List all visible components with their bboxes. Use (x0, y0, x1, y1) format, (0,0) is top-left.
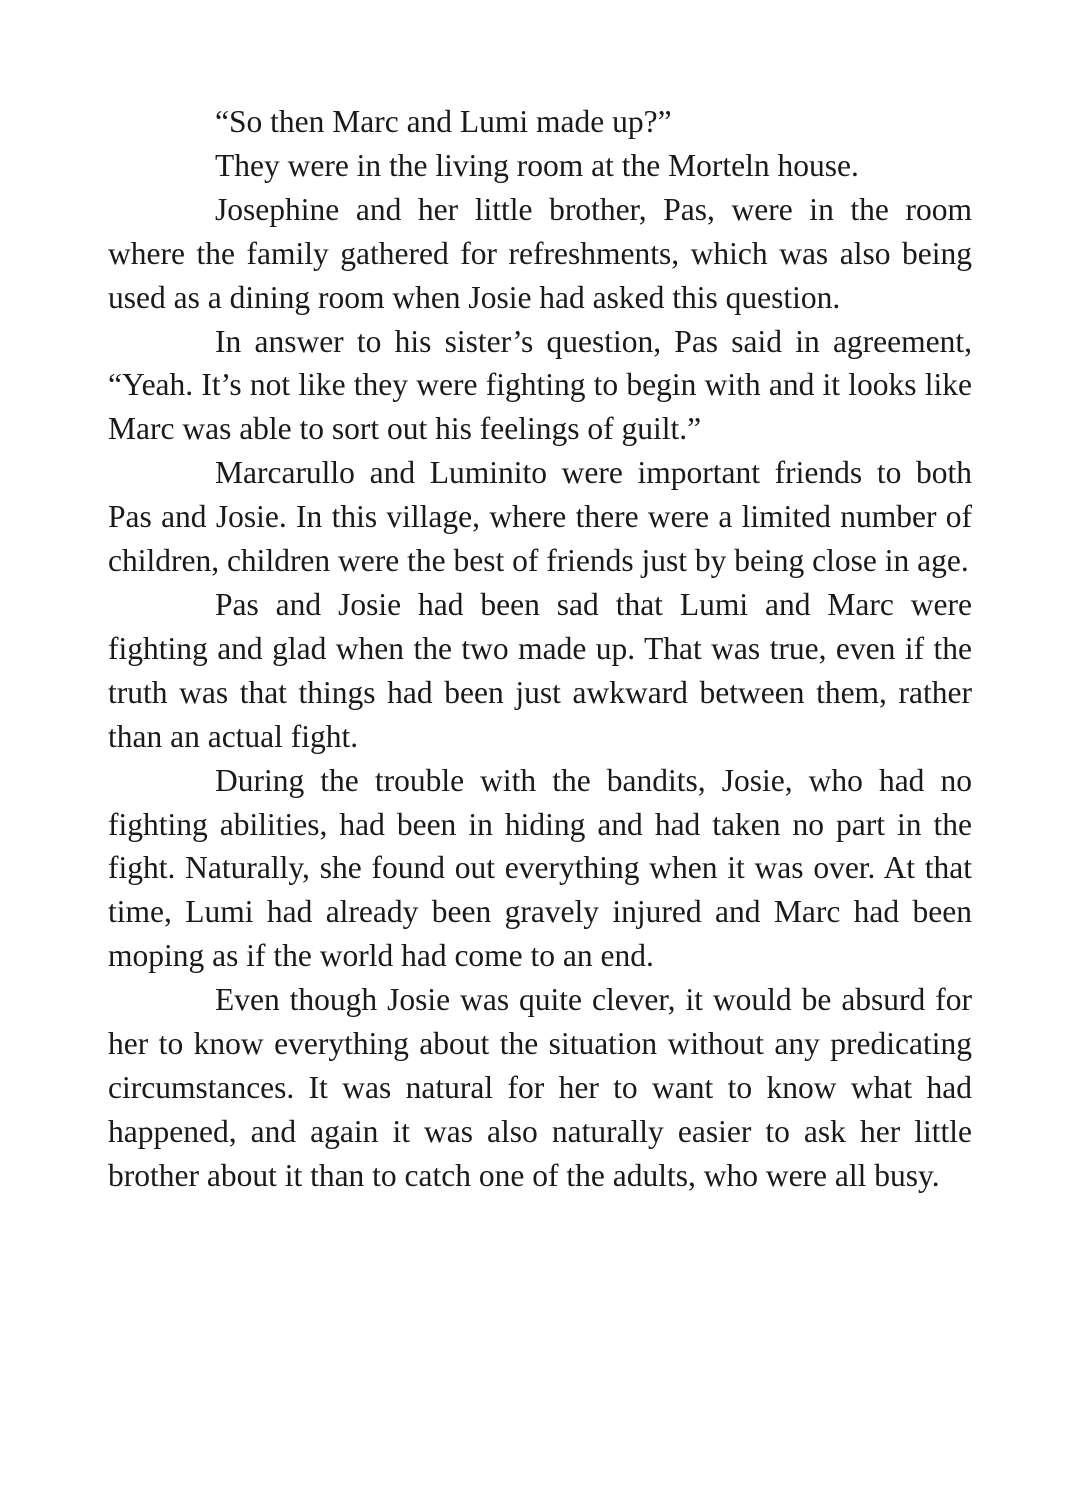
paragraph: Pas and Josie had been sad that Lumi and Marc were fighting and glad when the two made up. That was true, even if the truth was that things had been just awkward between them, rather than an actual fight. (108, 586, 972, 754)
paragraph: In answer to his sister’s question, Pas said in agreement, “Yeah. It’s not like they were fighting to begin with and it looks like Marc was able to sort out his feelings of guilt.” (108, 323, 972, 447)
paragraph: During the trouble with the bandits, Josie, who had no fighting abilities, had been in hiding and had taken no part in the fight. Naturally, she found out everything when it was over. At that time, Lumi had already been gravely injured and Marc had been moping as if the world had come to an end. (108, 762, 972, 974)
paragraph: Josephine and her little brother, Pas, were in the room where the family gathered for refreshments, which was also being used as a dining room when Josie had asked this question. (108, 191, 972, 315)
paragraph: “So then Marc and Lumi made up?” (215, 104, 672, 139)
paragraph: Marcarullo and Luminito were important friends to both Pas and Josie. In this village, where there were a limited number of children, children were the best of friends just by being close in age. (108, 455, 972, 579)
paragraph: They were in the living room at the Morteln house. (215, 147, 859, 183)
paragraph: Even though Josie was quite clever, it would be absurd for her to know everything about the situation without any predicating circumstances. It was natural for her to want to know what had happened, and again it was also naturally easier to ask her little brother about it than to catch one of the adults, who were all busy. (108, 982, 972, 1193)
page-text (108, 100, 972, 1198)
